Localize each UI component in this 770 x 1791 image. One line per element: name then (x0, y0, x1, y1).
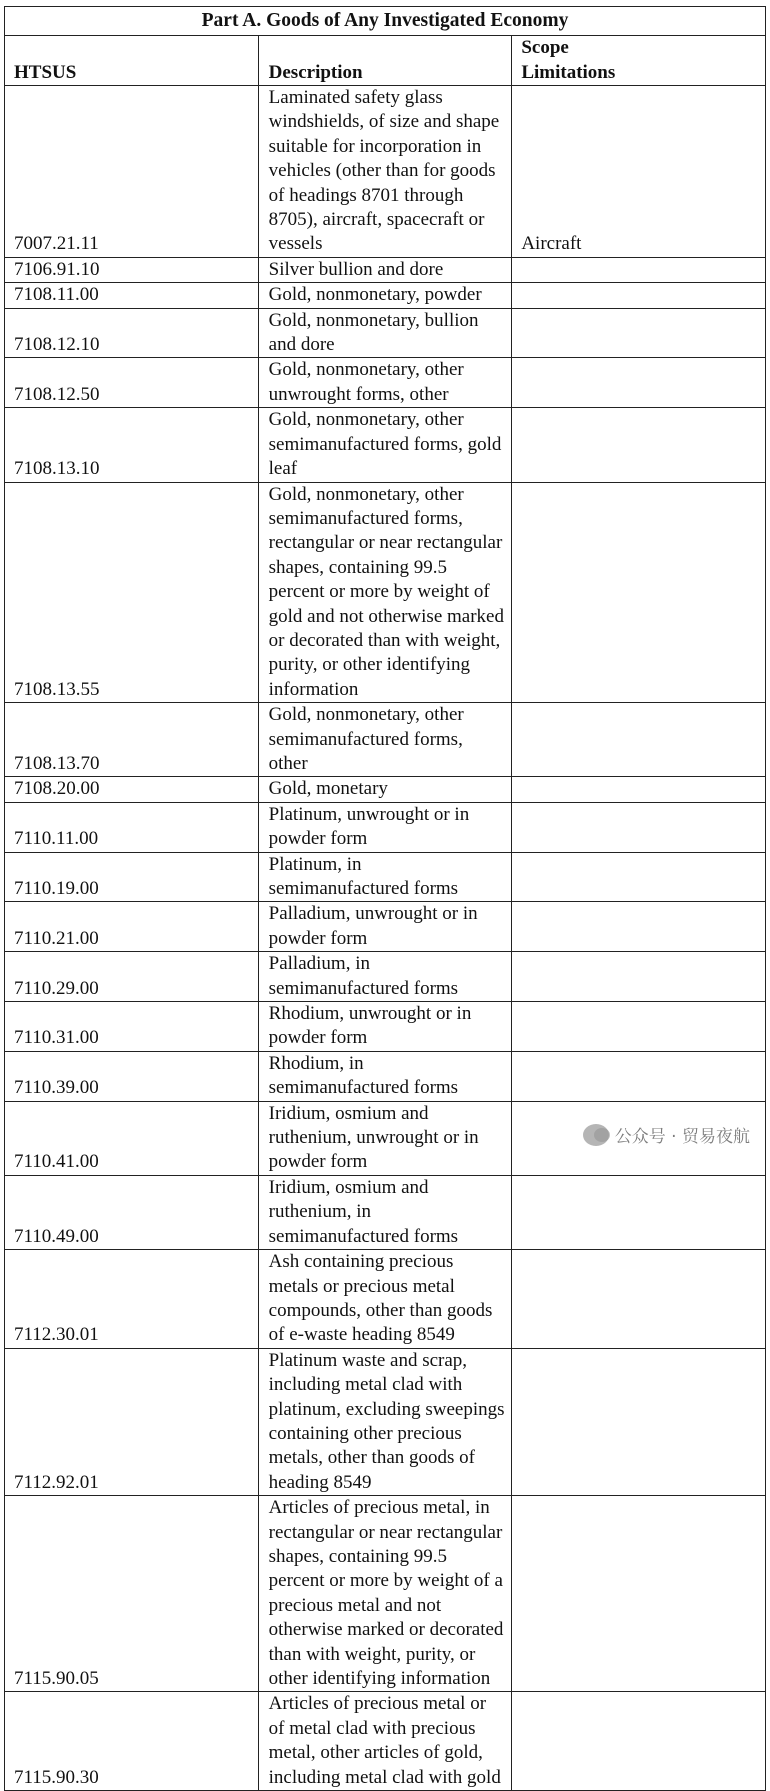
row-scope (512, 1002, 766, 1052)
table-row (5, 1692, 766, 1791)
row-code: 7106.91.10 (5, 257, 259, 282)
row-description: Platinum, in semimanufactured forms (258, 852, 512, 902)
row-description: Gold, nonmonetary, other semimanufactured forms, other (258, 703, 512, 777)
table-body (5, 86, 766, 1791)
header-htsus: HTSUS (5, 36, 259, 86)
table-row (5, 1175, 766, 1249)
document-page (4, 6, 766, 1791)
row-scope (512, 308, 766, 358)
row-scope (512, 283, 766, 308)
table-row (5, 952, 766, 1002)
row-code: 7110.11.00 (5, 802, 259, 852)
row-scope (512, 777, 766, 802)
row-code: 7108.11.00 (5, 283, 259, 308)
table-row (5, 1051, 766, 1101)
row-code: 7108.12.10 (5, 308, 259, 358)
row-description: Gold, monetary (258, 777, 512, 802)
row-description: Gold, nonmonetary, bullion and dore (258, 308, 512, 358)
row-scope (512, 482, 766, 703)
row-code: 7115.90.05 (5, 1496, 259, 1692)
header-description: Description (258, 36, 512, 86)
row-code: 7112.92.01 (5, 1348, 259, 1495)
row-code: 7110.21.00 (5, 902, 259, 952)
header-scope-limitations: Scope Limitations (512, 36, 766, 86)
table-row (5, 902, 766, 952)
row-scope (512, 358, 766, 408)
row-description: Gold, nonmonetary, other semimanufactured forms, rectangular or near rectangular shapes, containing 99.5 percent or more by weight of gold and not otherwise marked or decorated than with weight, purity, or other identifying information (258, 482, 512, 703)
table-row (5, 408, 766, 482)
row-description: Palladium, unwrought or in powder form (258, 902, 512, 952)
row-scope (512, 902, 766, 952)
row-description: Platinum waste and scrap, including metal clad with platinum, excluding sweepings containing other precious metals, other than goods of heading 8549 (258, 1348, 512, 1495)
table-row (5, 86, 766, 258)
table-title: Part A. Goods of Any Investigated Economy (5, 7, 766, 36)
row-scope (512, 1348, 766, 1495)
row-code: 7108.13.55 (5, 482, 259, 703)
row-scope (512, 703, 766, 777)
row-description: Ash containing precious metals or precious metal compounds, other than goods of e-waste heading 8549 (258, 1250, 512, 1349)
row-scope (512, 802, 766, 852)
row-description: Articles of precious metal, in rectangular or near rectangular shapes, containing 99.5 percent or more by weight of a precious metal and not otherwise marked or decorated than with weight, purity, or other identifying information (258, 1496, 512, 1692)
table-row (5, 482, 766, 703)
row-scope: Aircraft (512, 86, 766, 258)
table-row (5, 703, 766, 777)
row-description: Platinum, unwrought or in powder form (258, 802, 512, 852)
row-description: Iridium, osmium and ruthenium, in semimanufactured forms (258, 1175, 512, 1249)
table-row (5, 308, 766, 358)
table-row (5, 1348, 766, 1495)
watermark (583, 1122, 750, 1147)
row-code: 7115.90.30 (5, 1692, 259, 1791)
table-row (5, 1496, 766, 1692)
row-code: 7108.13.10 (5, 408, 259, 482)
row-description: Iridium, osmium and ruthenium, unwrought or in powder form (258, 1101, 512, 1175)
row-scope (512, 1496, 766, 1692)
row-scope (512, 1051, 766, 1101)
row-description: Rhodium, in semimanufactured forms (258, 1051, 512, 1101)
row-code: 7110.49.00 (5, 1175, 259, 1249)
row-description: Gold, nonmonetary, other unwrought forms, other (258, 358, 512, 408)
row-description: Gold, nonmonetary, powder (258, 283, 512, 308)
table-row (5, 802, 766, 852)
row-description: Laminated safety glass windshields, of size and shape suitable for incorporation in vehicles (other than for goods of headings 8701 through 8705), aircraft, spacecraft or vessels (258, 86, 512, 258)
watermark-text: 公众号 · 贸易夜航 (614, 1127, 750, 1147)
row-code: 7108.13.70 (5, 703, 259, 777)
row-code: 7110.41.00 (5, 1101, 259, 1175)
row-code: 7108.12.50 (5, 358, 259, 408)
row-description: Palladium, in semimanufactured forms (258, 952, 512, 1002)
row-scope (512, 1250, 766, 1349)
table-row (5, 1002, 766, 1052)
table-row (5, 852, 766, 902)
row-code: 7110.31.00 (5, 1002, 259, 1052)
row-scope (512, 852, 766, 902)
row-code: 7112.30.01 (5, 1250, 259, 1349)
row-code: 7110.19.00 (5, 852, 259, 902)
table-row (5, 777, 766, 802)
row-scope (512, 1692, 766, 1791)
row-description: Silver bullion and dore (258, 257, 512, 282)
row-code: 7110.29.00 (5, 952, 259, 1002)
row-scope (512, 408, 766, 482)
wechat-icon (583, 1124, 609, 1146)
row-code: 7108.20.00 (5, 777, 259, 802)
row-description: Articles of precious metal or of metal clad with precious metal, other articles of gold, including metal clad with gold (258, 1692, 512, 1791)
row-code: 7110.39.00 (5, 1051, 259, 1101)
table-row (5, 358, 766, 408)
row-scope (512, 257, 766, 282)
row-description: Rhodium, unwrought or in powder form (258, 1002, 512, 1052)
row-code: 7007.21.11 (5, 86, 259, 258)
row-scope (512, 1175, 766, 1249)
htsus-table (4, 6, 766, 1791)
table-row (5, 257, 766, 282)
table-row (5, 283, 766, 308)
table-row (5, 1250, 766, 1349)
row-description: Gold, nonmonetary, other semimanufactured forms, gold leaf (258, 408, 512, 482)
row-scope (512, 952, 766, 1002)
